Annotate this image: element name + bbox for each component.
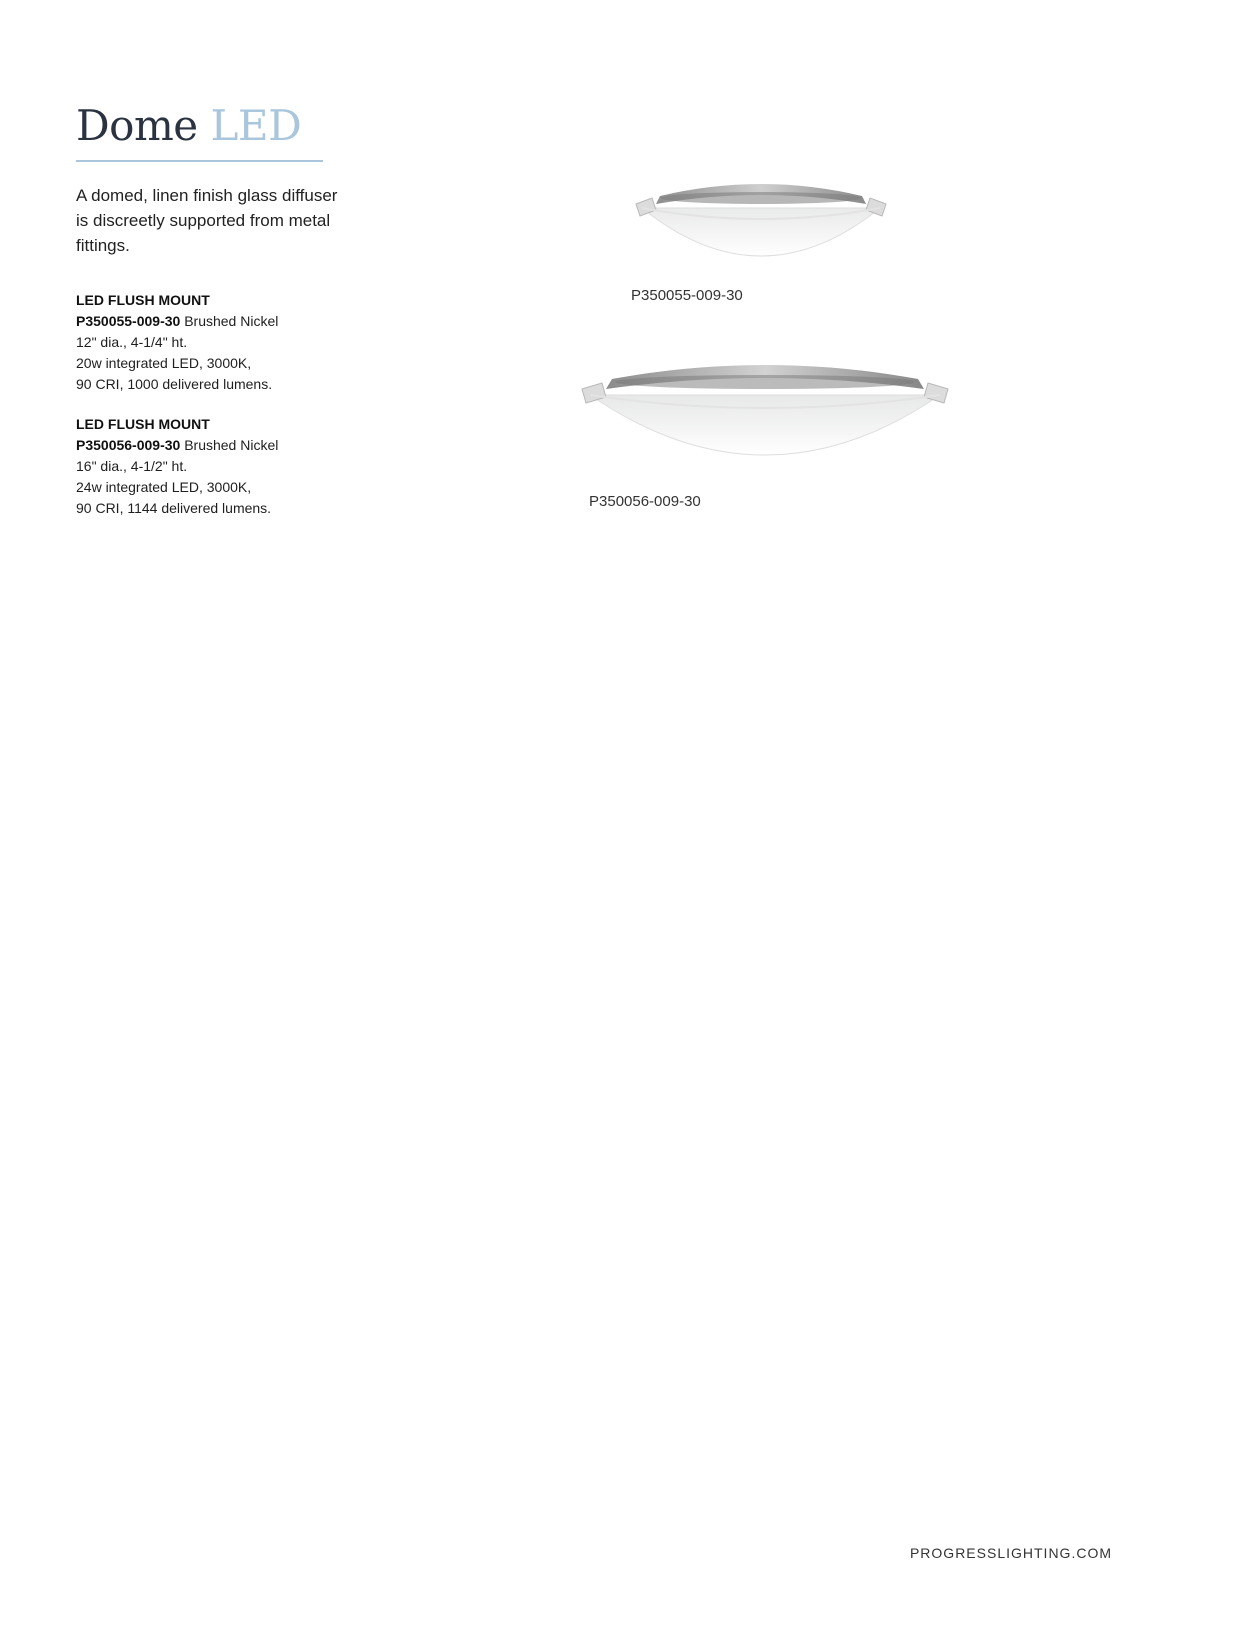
dome-flush-mount-light-image [576,357,954,489]
spec-dimensions: 16" dia., 4-1/2" ht. [76,458,188,474]
spec-finish: Brushed Nickel [184,313,279,329]
footer-website: PROGRESSLIGHTING.COM [909,1545,1112,1561]
spec-sku: P350055-009-30 [76,313,181,329]
spec-sku-line [76,435,356,456]
spec-line-2: 90 CRI, 1000 delivered lumens. [76,376,273,392]
spec-dimensions: 12" dia., 4-1/4" ht. [76,334,188,350]
product-spec-2 [76,414,356,519]
spec-heading: LED FLUSH MOUNT [76,416,210,432]
dome-flush-mount-light-image [630,174,892,282]
product-spec-1 [76,290,356,395]
spec-line-1: 24w integrated LED, 3000K, [76,479,252,495]
intro-text: A domed, linen finish glass diffuser is discreetly supported from metal fittings. [76,186,338,255]
spec-sku-line [76,311,356,332]
title-divider [76,160,323,162]
page-title [76,96,301,156]
title-accent: LED [210,101,302,150]
spec-sku: P350056-009-30 [76,437,181,453]
spec-line-2: 90 CRI, 1144 delivered lumens. [76,500,272,516]
title-main: Dome [76,101,198,150]
spec-finish: Brushed Nickel [184,437,279,453]
spec-line-1: 20w integrated LED, 3000K, [76,355,252,371]
image-caption: P350055-009-30 [631,287,743,304]
image-caption: P350056-009-30 [589,493,701,510]
spec-heading: LED FLUSH MOUNT [76,292,210,308]
